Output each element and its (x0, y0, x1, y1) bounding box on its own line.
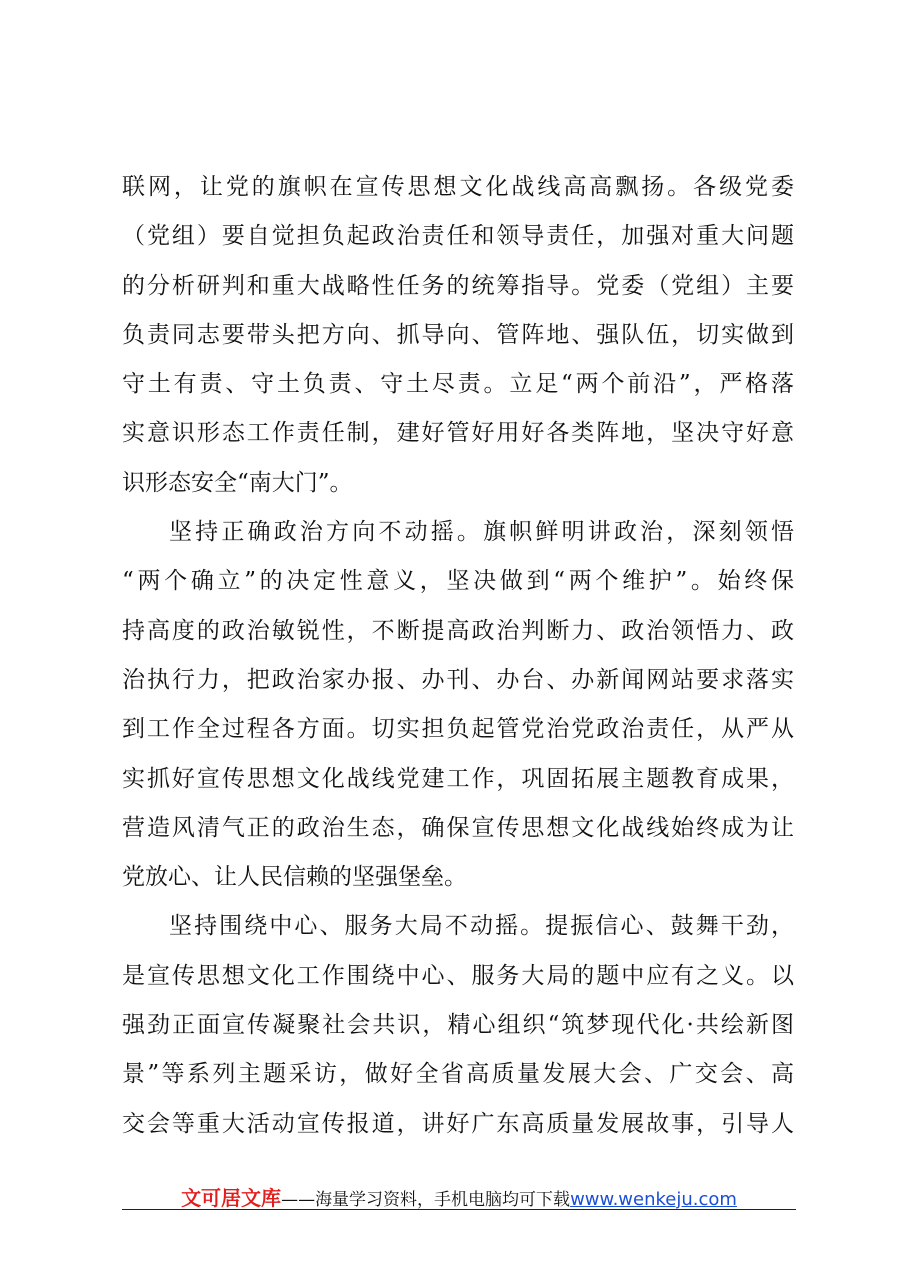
text-line: 坚持正确政治方向不动摇。旗帜鲜明讲政治，深刻领悟 (169, 519, 794, 546)
footer-tagline: ——海量学习资料，手机电脑均可下载 (281, 1190, 571, 1210)
text-line: 是宣传思想文化工作围绕中心、服务大局的题中应有之义。以 (122, 962, 794, 989)
text-line: 实抓好宣传思想文化战线党建工作，巩固拓展主题教育成果， (122, 765, 794, 792)
text-line: 交会等重大活动宣传报道，讲好广东高质量发展故事，引导人 (122, 1110, 794, 1137)
footer-divider (122, 1209, 796, 1210)
text-line: 实意识形态工作责任制，建好管好用好各类阵地，坚决守好意 (122, 420, 794, 447)
text-line: 联网，让党的旗帜在宣传思想文化战线高高飘扬。各级党委 (122, 174, 794, 200)
text-line: 营造风清气正的政治生态，确保宣传思想文化战线始终成为让 (122, 814, 794, 841)
paragraph-2 (122, 508, 794, 902)
text-line: 负责同志要带头把方向、抓导向、管阵地、强队伍，切实做到 (122, 321, 794, 348)
text-line: 景”等系列主题采访，做好全省高质量发展大会、广交会、高 (122, 1061, 794, 1088)
paragraph-1 (122, 163, 794, 508)
text-line: 治执行力，把政治家办报、办刊、办台、办新闻网站要求落实 (122, 666, 794, 693)
document-body (122, 163, 794, 1149)
page-footer (122, 1182, 796, 1212)
text-line: 党放心、让人民信赖的坚强堡垒。 (122, 864, 467, 891)
footer-brand: 文可居文库 (181, 1186, 282, 1210)
text-line: 的分析研判和重大战略性任务的统筹指导。党委（党组）主要 (122, 272, 794, 299)
footer-url-link[interactable]: www.wenkeju.com (570, 1189, 737, 1210)
text-line: 守土有责、守土负责、守土尽责。立足“两个前沿”，严格落 (122, 371, 794, 398)
text-line: 识形态安全“南大门”。 (122, 469, 353, 496)
text-line: 到工作全过程各方面。切实担负起管党治党政治责任，从严从 (122, 716, 794, 743)
text-line: 持高度的政治敏锐性，不断提高政治判断力、政治领悟力、政 (122, 617, 794, 644)
paragraph-3 (122, 902, 794, 1148)
text-line: “两个确立”的决定性意义，坚决做到“两个维护”。始终保 (122, 568, 794, 595)
text-line: （党组）要自觉担负起政治责任和领导责任，加强对重大问题 (122, 223, 794, 250)
text-line: 坚持围绕中心、服务大局不动摇。提振信心、鼓舞干劲， (169, 913, 794, 940)
text-line: 强劲正面宣传凝聚社会共识，精心组织“筑梦现代化·共绘新图 (122, 1012, 794, 1039)
